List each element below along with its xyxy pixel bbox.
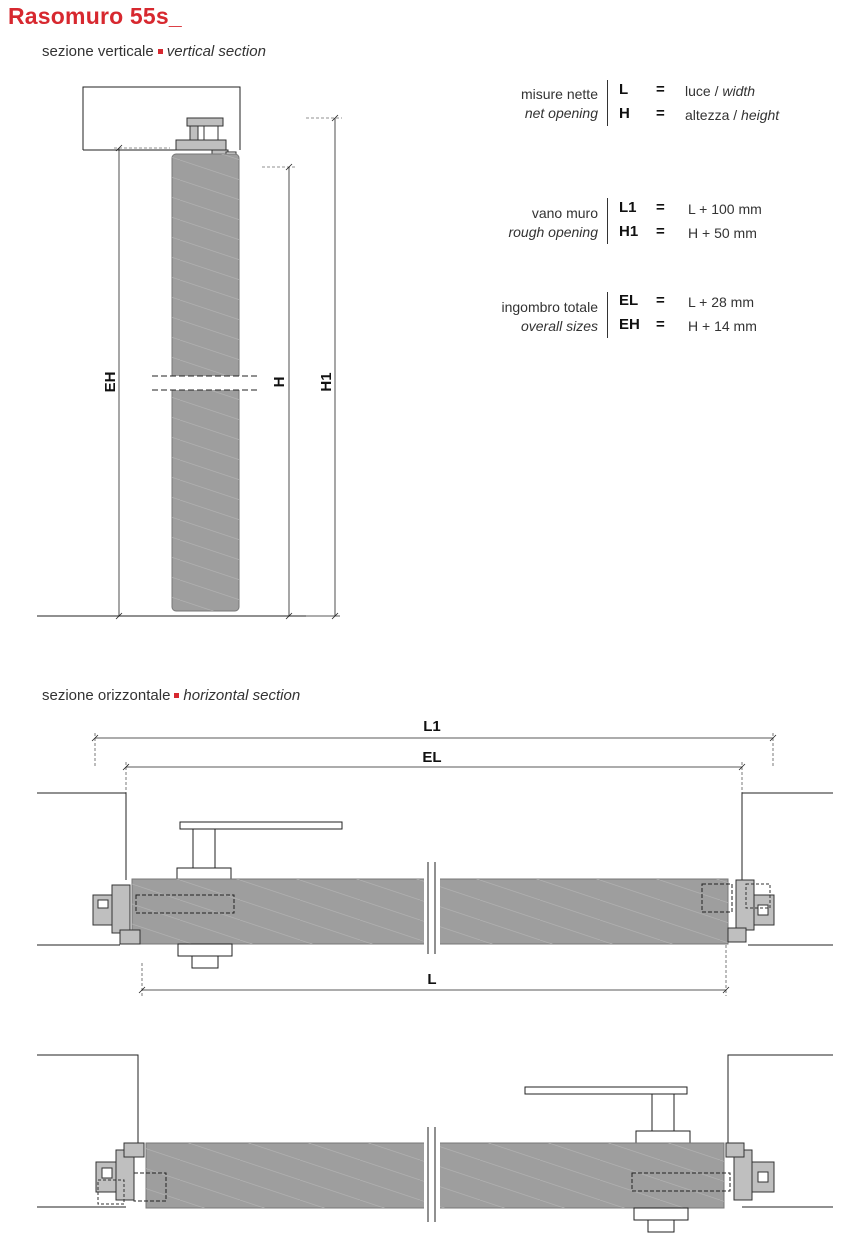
legend-label-it: misure nette [520,86,598,102]
horizontal-section-drawing-2 [37,1055,833,1232]
legend-equals: = [656,316,665,333]
legend-equals: = [656,292,665,309]
wall-left [37,793,126,880]
legend-symbol: EH [619,316,640,333]
legend-symbol: L [619,81,629,98]
dim-label-eh: EH [102,371,119,393]
legend-value: H + 50 mm [688,225,757,241]
legend-label-it: ingombro totale [501,299,598,315]
legend-value: H + 14 mm [688,318,757,334]
legend-equals: = [656,223,665,240]
frame-profile-right [728,880,774,942]
dim-label-h: H [271,376,288,388]
page-title: Rasomuro 55s_ [8,3,182,29]
dim-label-l1: L1 [423,718,441,735]
legend-symbol: H [619,105,630,122]
legend-label-en: overall sizes [520,318,598,334]
legend-value: L + 28 mm [688,294,755,310]
dim-label-l: L [427,971,437,988]
vertical-section-label-it: sezione verticale [42,43,154,60]
door-handle [525,1087,687,1094]
horizontal-section-drawing-1 [37,733,833,996]
door-handle [180,822,342,829]
vertical-section-drawing [37,87,342,619]
dim-label-h1: H1 [318,372,335,392]
legend-label-en: net opening [524,105,598,121]
wall-right [728,1055,833,1143]
wall-right [742,793,833,880]
legend-equals: = [656,105,665,122]
vertical-section-label-en: vertical section [166,43,266,60]
legend-equals: = [656,81,665,98]
frame-profile-right [726,1143,774,1200]
horizontal-section-label-en: horizontal section [183,687,301,704]
legend-symbol: H1 [619,223,639,240]
horizontal-section-label-it: sezione orizzontale [42,687,171,704]
legend-value-it: altezza / [685,107,742,123]
legend-symbol: L1 [619,199,637,216]
legend-symbol: EL [619,292,639,309]
dim-label-el: EL [422,749,442,766]
legend-value: L + 100 mm [688,201,762,217]
legend-value-en: height [741,107,780,123]
legend-equals: = [656,199,665,216]
legend-label-en: rough opening [508,224,598,240]
legend-value-it: luce / [685,83,723,99]
legend-label-it: vano muro [531,205,598,221]
wall-left [37,1055,138,1143]
legend-value-en: width [722,83,756,99]
